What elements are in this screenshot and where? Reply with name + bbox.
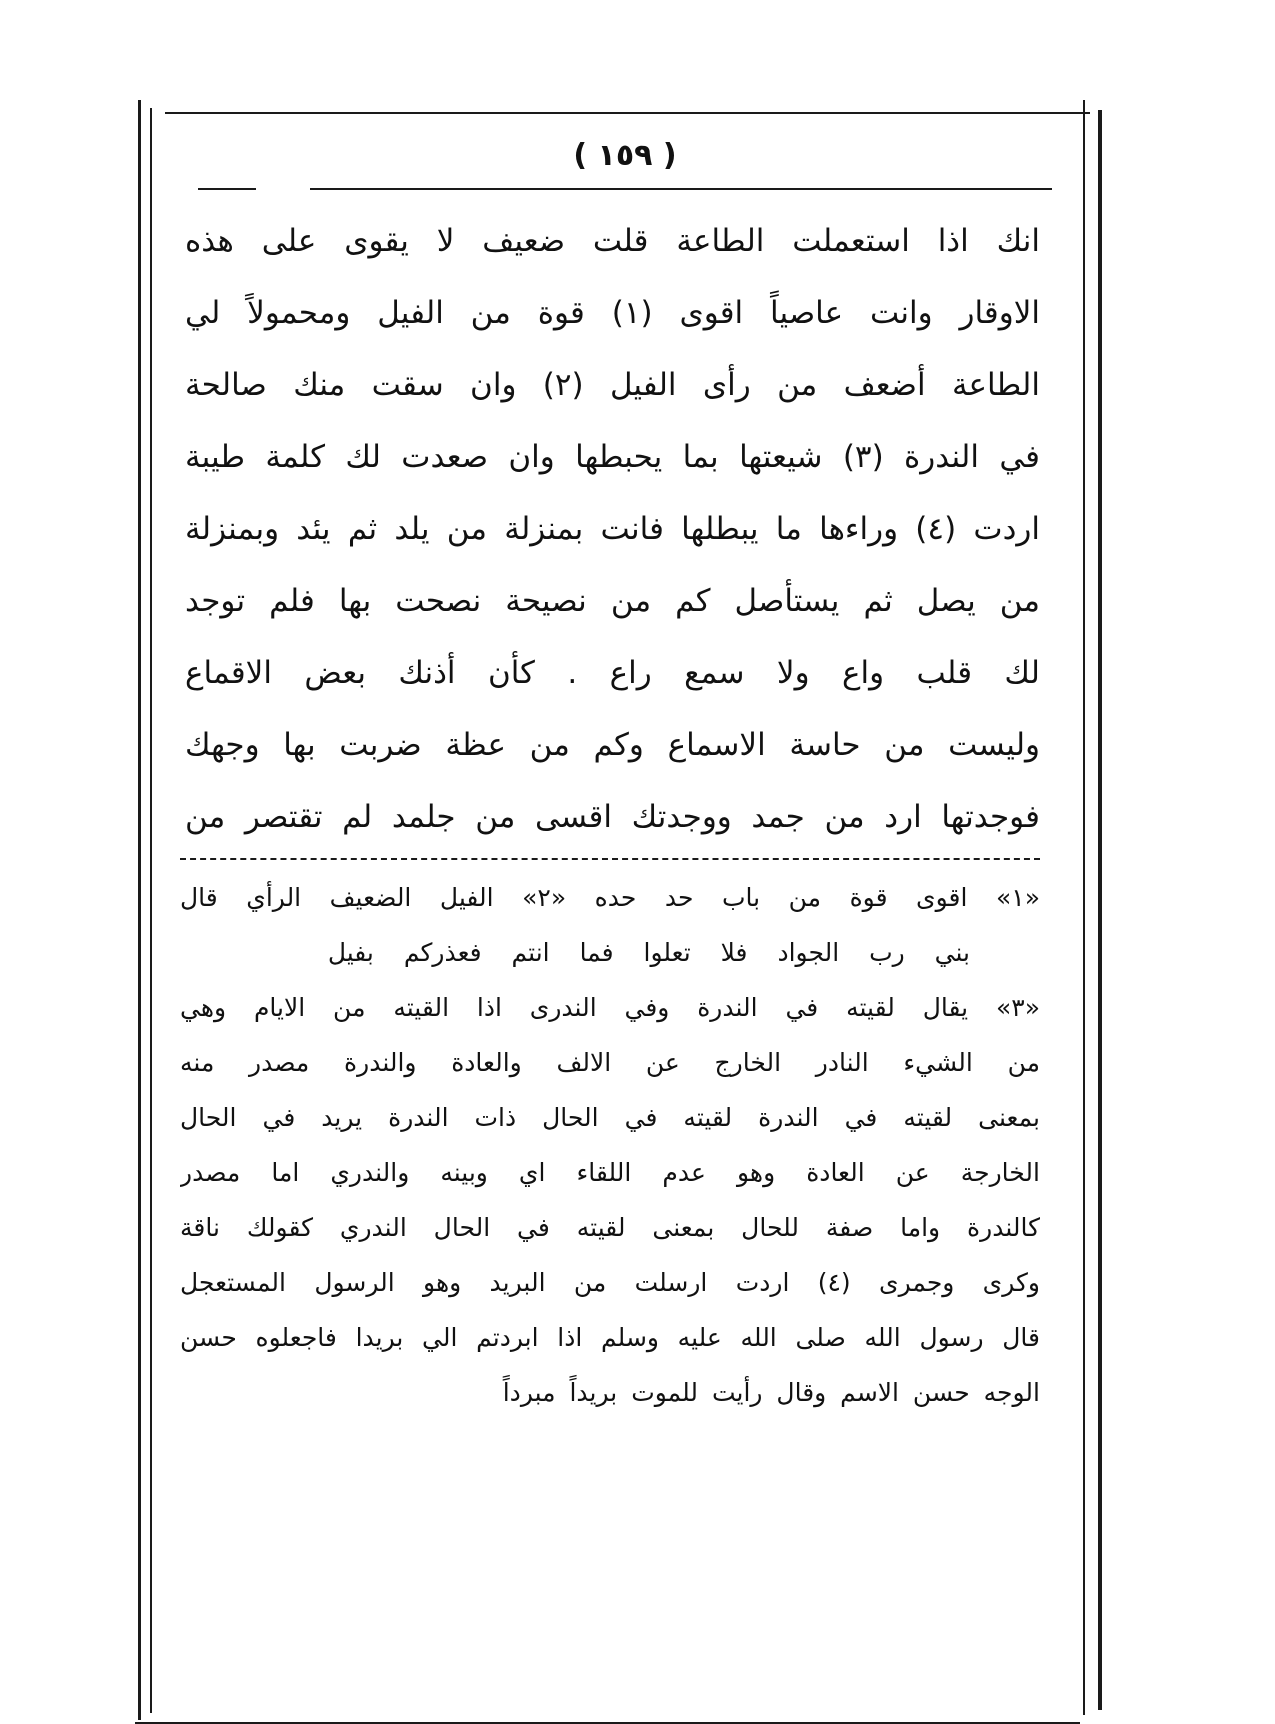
page-border-right-outer [1098,110,1102,1710]
footnote-line: من الشيء النادر الخارج عن الالف والعادة والندرة مصدر منه [180,1048,1040,1077]
page-border-left-inner [150,108,152,1713]
footnote-line: كالندرة واما صفة للحال بمعنى لقيته في الحال الندري كقولك ناقة [180,1213,1040,1242]
header-rule-long [310,188,1052,190]
text-line: انك اذا استعملت الطاعة قلت ضعيف لا يقوى على هذه [185,223,1040,259]
text-line: في الندرة (٣) شيعتها بما يحبطها وان صعدت لك كلمة طيبة [185,439,1040,475]
footnote-line: بمعنى لقيته في الندرة لقيته في الحال ذات الندرة يريد في الحال [180,1103,1040,1132]
footnote-line: وكرى وجمرى (٤) اردت ارسلت من البريد وهو الرسول المستعجل [180,1268,1040,1297]
page-border-left-outer [138,100,141,1720]
footnote-verse-line: بني رب الجواد فلا تعلوا فما انتم فعذركم بفيل [327,938,970,967]
page-number: ( ١٥٩ ) [573,138,677,173]
text-line: اردت (٤) وراءها ما يبطلها فانت بمنزلة من يلد ثم يئد وبمنزلة [185,511,1040,547]
page-border-right-inner [1083,100,1085,1715]
footnote-line: قال رسول الله صلى الله عليه وسلم اذا ابردتم الي بريدا فاجعلوه حسن [180,1323,1040,1352]
footnote-separator [180,858,1040,860]
footnote-line: الوجه حسن الاسم وقال رأيت للموت بريداً مبرداً [502,1378,1040,1407]
text-line: من يصل ثم يستأصل كم من نصيحة نصحت بها فلم توجد [185,583,1040,619]
page-border-top [165,112,1090,114]
text-line: فوجدتها ارد من جمد ووجدتك اقسى من جلمد لم تقتصر من [185,799,1040,835]
header-rule-short [198,188,256,190]
footnote-line: «٣» يقال لقيته في الندرة وفي الندرى اذا القيته من الايام وهي [180,993,1040,1022]
text-line: الاوقار وانت عاصياً اقوى (١) قوة من الفيل ومحمولاً لي [185,295,1040,331]
footnote-line: الخارجة عن العادة وهو عدم اللقاء اي وبينه والندري اما مصدر [180,1158,1040,1187]
footnotes [180,870,1040,1420]
footnote-line: «١» اقوى قوة من باب حد حده «٢» الفيل الضعيف الرأي قال [180,883,1040,912]
text-line: لك قلب واع ولا سمع راع . كأن أذنك بعض الاقماع [185,655,1040,691]
text-line: الطاعة أضعف من رأى الفيل (٢) وان سقت منك صالحة [185,367,1040,403]
main-text [185,205,1040,853]
text-line: وليست من حاسة الاسماع وكم من عظة ضربت بها وجهك [185,727,1040,763]
